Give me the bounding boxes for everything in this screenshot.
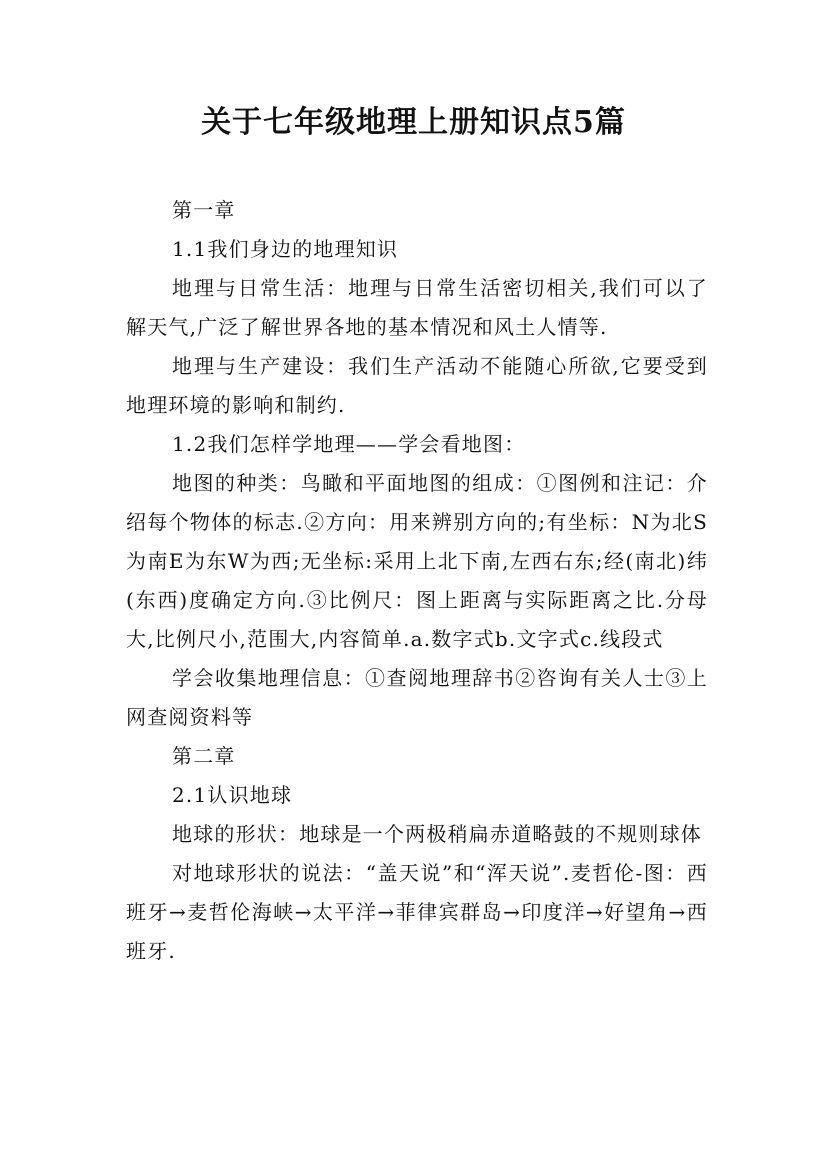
document-body <box>126 191 708 971</box>
body-paragraph: 对地球形状的说法：“盖天说”和“浑天说”.麦哲伦-图：西班牙→麦哲伦海峡→太平洋→菲律宾群岛→印度洋→好望角→西班牙. <box>126 861 708 963</box>
document-title: 关于七年级地理上册知识点5篇 <box>201 105 626 140</box>
chapter-heading: 第一章 <box>172 198 236 222</box>
body-paragraph: 地理与日常生活：地理与日常生活密切相关,我们可以了解天气,广泛了解世界各地的基本情况和风土人情等. <box>126 276 708 339</box>
body-paragraph: 地理与生产建设：我们生产活动不能随心所欲,它要受到地理环境的影响和制约. <box>126 354 708 417</box>
body-paragraph: 地图的种类：鸟瞰和平面地图的组成：①图例和注记：介绍每个物体的标志.②方向：用来辨别方向的;有坐标：N为北S为南E为东W为西;无坐标:采用上北下南,左西右东;经(南北)纬(东西)度确定方向.③比例尺：图上距离与实际距离之比.分母大,比例尺小,范围大,内容简单.a.数字式b.文字式c.线段式 <box>126 471 708 651</box>
section-heading: 1.2我们怎样学地理——学会看地图： <box>172 432 526 456</box>
body-paragraph: 地球的形状：地球是一个两极稍扁赤道略鼓的不规则球体 <box>172 822 702 846</box>
body-paragraph: 学会收集地理信息：①查阅地理辞书②咨询有关人士③上网查阅资料等 <box>126 666 708 729</box>
chapter-heading: 第二章 <box>172 744 236 768</box>
section-heading: 1.1我们身边的地理知识 <box>172 237 399 261</box>
section-heading: 2.1认识地球 <box>172 783 293 807</box>
